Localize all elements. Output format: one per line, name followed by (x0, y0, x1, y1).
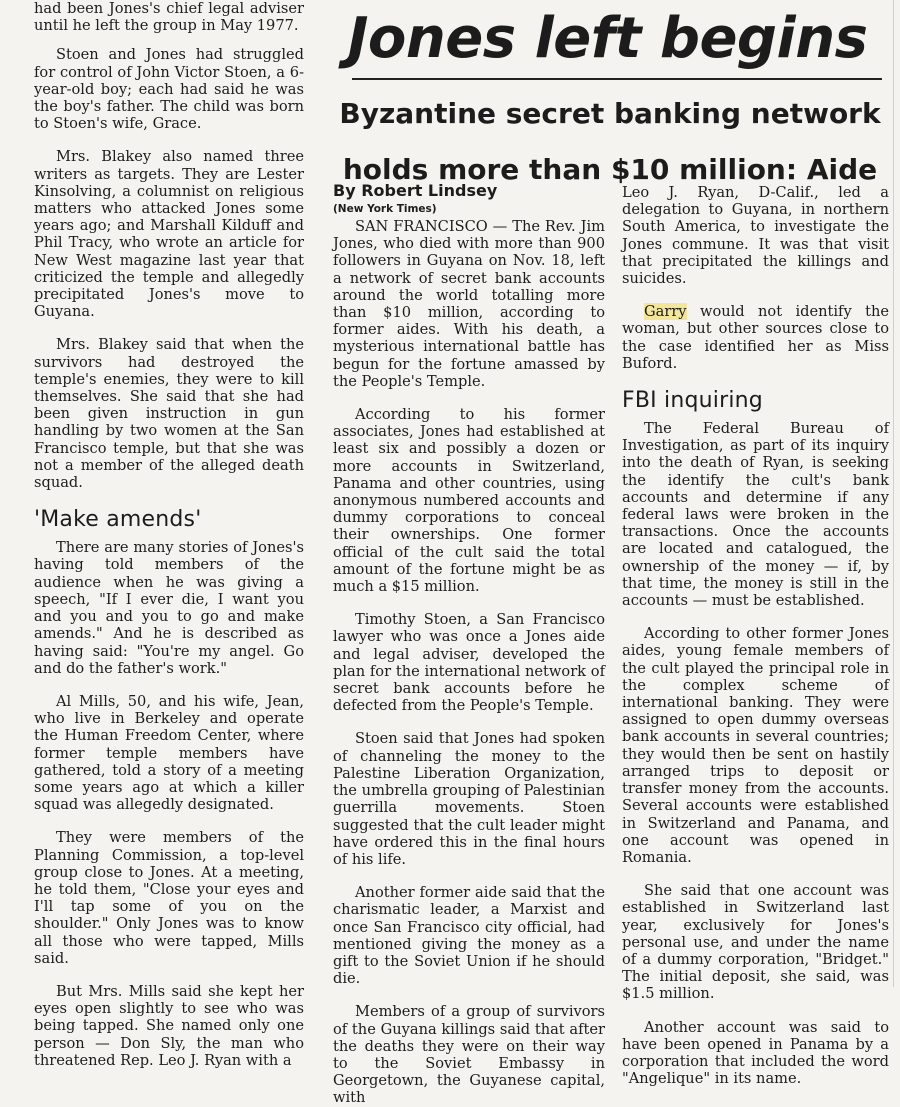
paragraph: According to other former Jones aides, young female members of the cult played the principal role in the complex scheme of international banking. They were assigned to open dummy overseas bank accounts in several countries; they would then be sent on hastily arranged trips to deposit or transfer money from the accounts. Several accounts were established in Switzerland and Panama, and one account was opened in Romania. (622, 625, 889, 866)
wire-credit: (New York Times) (333, 203, 437, 215)
paragraph: The Federal Bureau of Investigation, as part of its inquiry into the death of Ryan, is seeking the identify the cult's bank accounts and determine if any federal laws were broken in the transactions. Once the accounts are located and catalogued, the ownership of the money — if, by that time, the money is still in the accounts — must be established. (622, 420, 889, 610)
paragraph: She said that one account was established in Switzerland last year, exclusively for Jones's personal use, and under the name of a dummy corporation, "Bridget." The initial deposit, she said, was $1.5 million. (622, 882, 889, 1003)
headline: Jones left begins (347, 6, 868, 71)
paragraph: According to his former associates, Jones had established at least six and possibly a dozen or more accounts in Switzerland, Panama and other countries, using anonymous numbered accounts and dummy corporations to conceal their ownerships. One former official of the cult said the total amount of the fortune might be as much a $15 million. (333, 406, 605, 596)
paragraph: But Mrs. Mills said she kept her eyes open slightly to see who was being tapped. She named only one person — Don Sly, the man who threatened Rep. Leo J. Ryan with a (34, 982, 304, 1069)
paragraph: Mrs. Blakey said that when the survivors had destroyed the temple's enemies, they were to kill themselves. She said that she had been given instruction in gun handling by two women at the San Francisco temple, but that she was not a member of the alleged death squad. (34, 336, 304, 492)
paragraph: Timothy Stoen, a San Francisco lawyer who was once a Jones aide and legal adviser, developed the plan for the international network of secret bank accounts before he defected from the People's Temple. (333, 611, 605, 715)
paragraph: Members of a group of survivors of the Guyana killings said that after the deaths they were on their way to the Soviet Embassy in Georgetown, the Guyanese capital, with (333, 1003, 605, 1107)
subhead-fbi-inquiring: FBI inquiring (622, 388, 763, 414)
paragraph-text: would not identify the woman, but other sources close to the case identified her as Miss Buford. (622, 303, 889, 372)
paragraph: had been Jones's chief legal adviser until he left the group in May 1977. (34, 0, 304, 35)
column-right (622, 184, 889, 1088)
paragraph: Stoen said that Jones had spoken of channeling the money to the Palestine Liberation Organization, the umbrella grouping of Palestinian guerrilla movements. Stoen suggested that the cult leader might have ordered this in the final hours of his life. (333, 730, 605, 868)
paragraph: Mrs. Blakey also named three writers as targets. They are Lester Kinsolving, a columnist on religious matters who attacked Jones some years ago; and Marshall Kilduff and Phil Tracy, who wrote an article for New West magazine last year that criticized the temple and allegedly precipitated Jones's move to Guyana. (34, 148, 304, 321)
page-edge-line (893, 0, 894, 987)
paragraph: SAN FRANCISCO — The Rev. Jim Jones, who died with more than 900 followers in Guyana on Nov. 18, left a network of secret bank accounts around the world totalling more than $10 million, according to former aides. With his death, a mysterious international battle has begun for the fortune amassed by the People's Temple. (333, 218, 605, 390)
paragraph: Leo J. Ryan, D-Calif., led a delegation to Guyana, in northern South America, to investigate the Jones commune. It was that visit that precipitated the killings and suicides. (622, 184, 889, 288)
column-middle (333, 218, 605, 1107)
headline-rule (352, 78, 882, 80)
byline: By Robert Lindsey (333, 181, 498, 200)
deck-line-1: Byzantine secret banking network (339, 97, 881, 130)
paragraph: There are many stories of Jones's having told members of the audience when he was giving a speech, "If I ever die, I want you and you and you to go and make amends." And he is described as having said: "You're my angel. Go and do the father's work." (34, 539, 304, 677)
paragraph: Al Mills, 50, and his wife, Jean, who live in Berkeley and operate the Human Freedom Center, where former temple members have gathered, told a story of a meeting some years ago at which a killer squad was allegedly designated. (34, 692, 304, 814)
paragraph: Another account was said to have been opened in Panama by a corporation that included the word "Angelique" in its name. (622, 1018, 889, 1088)
column-left (34, 0, 304, 1069)
paragraph: They were members of the Planning Commission, a top-level group close to Jones. At a meeting, he told them, "Close your eyes and I'll tap some of you on the shoulder." Only Jones was to know all those who were tapped, Mills said. (34, 829, 304, 967)
deck-line-2: holds more than $10 million: Aide (342, 153, 878, 186)
subhead-make-amends: 'Make amends' (34, 507, 202, 533)
paragraph: Another former aide said that the charismatic leader, a Marxist and once San Francisco city official, had mentioned giving the money as a gift to the Soviet Union if he should die. (333, 884, 605, 988)
paragraph (622, 303, 889, 372)
paragraph: Stoen and Jones had struggled for control of John Victor Stoen, a 6-year-old boy; each had said he was the boy's father. The child was born to Stoen's wife, Grace. (34, 46, 304, 133)
search-highlight: Garry (644, 303, 687, 321)
